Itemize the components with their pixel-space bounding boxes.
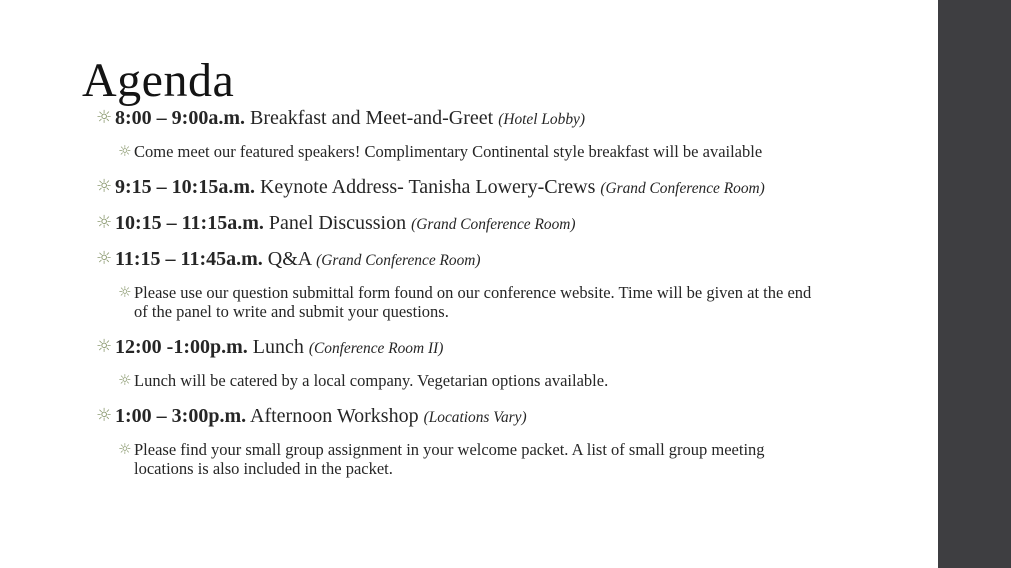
agenda-time: 10:15 – 11:15a.m. — [115, 212, 264, 234]
sun-bullet-icon: ☼ — [118, 440, 132, 458]
agenda-subitem-text: Come meet our featured speakers! Complimentary Continental style breakfast will be available — [134, 142, 763, 161]
agenda-item-text — [115, 211, 818, 237]
agenda-event: Panel Discussion — [268, 212, 407, 234]
agenda-time: 12:00 -1:00p.m. — [115, 336, 248, 358]
agenda-item — [96, 404, 818, 430]
agenda-item — [96, 335, 818, 361]
sun-bullet-icon: ☼ — [118, 142, 132, 160]
agenda-subitem-text: Please use our question submittal form found on our conference website. Time will be given at the end of the panel to write and submit your questions. — [134, 283, 812, 321]
agenda-item-text — [115, 175, 818, 201]
sun-bullet-icon: ☼ — [118, 283, 132, 301]
agenda-location: (Grand Conference Room) — [316, 252, 481, 269]
agenda-time: 8:00 – 9:00a.m. — [115, 107, 245, 129]
agenda-event: Afternoon Workshop — [250, 405, 419, 427]
agenda-subitem — [118, 440, 818, 478]
agenda-location: (Hotel Lobby) — [498, 111, 585, 128]
agenda-subitem — [118, 142, 818, 161]
agenda-subitem-text: Lunch will be catered by a local company. Vegetarian options available. — [134, 371, 609, 390]
agenda-subitem — [118, 283, 818, 321]
agenda-location: (Conference Room II) — [308, 340, 444, 357]
agenda-item — [96, 106, 818, 132]
agenda-time: 1:00 – 3:00p.m. — [115, 405, 247, 427]
agenda-time: 11:15 – 11:45a.m. — [115, 248, 263, 270]
agenda-location: (Grand Conference Room) — [411, 216, 576, 233]
agenda-location: (Grand Conference Room) — [600, 180, 765, 197]
sun-bullet-icon: ☼ — [96, 107, 113, 128]
agenda-event: Lunch — [252, 336, 304, 358]
agenda-event: Breakfast and Meet-and-Greet — [249, 107, 494, 129]
right-accent-bar — [938, 0, 1011, 568]
agenda-item — [96, 211, 818, 237]
agenda-item — [96, 247, 818, 273]
agenda-event: Keynote Address- Tanisha Lowery-Crews — [259, 176, 596, 198]
agenda-subitem — [118, 371, 818, 390]
agenda-subitem-text: Please find your small group assignment in your welcome packet. A list of small group meeting locations is also included in the packet. — [134, 440, 765, 478]
sun-bullet-icon: ☼ — [96, 176, 113, 197]
sun-bullet-icon: ☼ — [96, 336, 113, 357]
sun-bullet-icon: ☼ — [118, 371, 132, 389]
agenda-event: Q&A — [267, 248, 312, 270]
agenda-item-text — [115, 404, 818, 430]
agenda-item — [96, 175, 818, 201]
sun-bullet-icon: ☼ — [96, 248, 113, 269]
agenda-list — [96, 106, 818, 492]
sun-bullet-icon: ☼ — [96, 405, 113, 426]
agenda-location: (Locations Vary) — [423, 409, 527, 426]
agenda-time: 9:15 – 10:15a.m. — [115, 176, 255, 198]
agenda-item-text — [115, 106, 818, 132]
slide-title: Agenda — [82, 54, 235, 108]
agenda-item-text — [115, 335, 818, 361]
sun-bullet-icon: ☼ — [96, 212, 113, 233]
agenda-item-text — [115, 247, 818, 273]
